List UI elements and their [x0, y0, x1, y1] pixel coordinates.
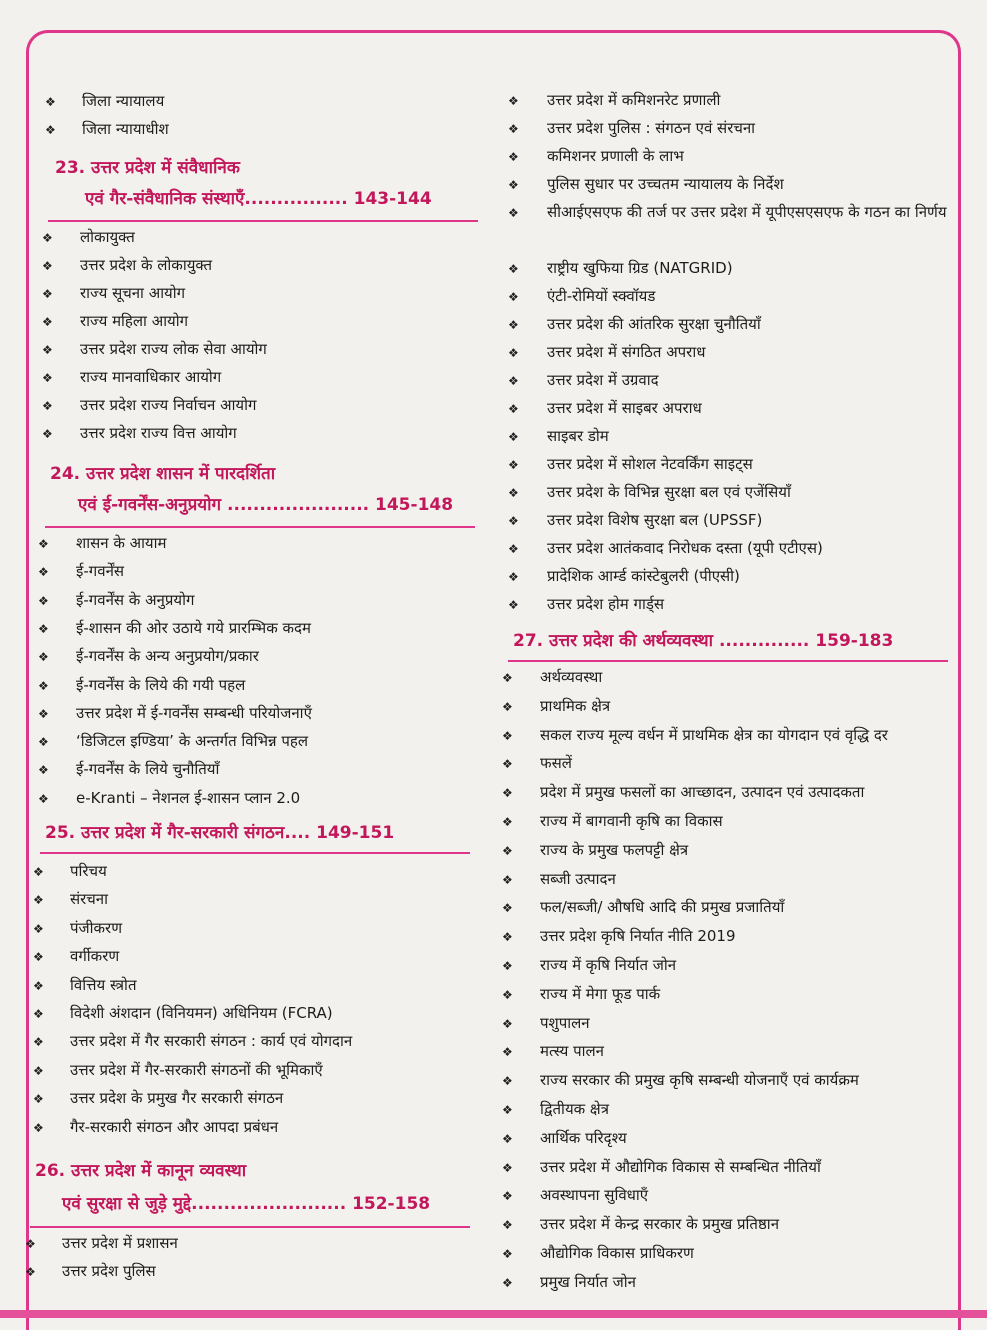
bullet-icon: ❖ — [33, 1092, 44, 1107]
toc-item: पुलिस सुधार पर उच्चतम न्यायालय के निर्देश — [547, 175, 784, 193]
toc-item: मत्स्य पालन — [540, 1042, 604, 1061]
toc-item: जिला न्यायालय — [82, 92, 165, 110]
toc-item: औद्योगिक विकास प्राधिकरण — [540, 1244, 694, 1262]
toc-item: ई-गवर्नेंस के अनुप्रयोग — [76, 590, 195, 609]
bullet-icon: ❖ — [508, 122, 519, 136]
toc-item: परिचय — [70, 862, 107, 880]
bullet-icon: ❖ — [38, 763, 49, 778]
bullet-icon: ❖ — [502, 728, 513, 743]
bullet-icon: ❖ — [508, 514, 519, 528]
toc-item: फसलें — [540, 754, 572, 773]
toc-item: राज्य में कृषि निर्यात जोन — [540, 956, 677, 974]
toc-item: उत्तर प्रदेश में कमिशनरेट प्रणाली — [547, 91, 721, 109]
bullet-icon: ❖ — [38, 593, 49, 608]
toc-item: अर्थव्यवस्था — [540, 668, 603, 686]
bullet-icon: ❖ — [42, 315, 53, 329]
bullet-icon: ❖ — [38, 678, 49, 693]
toc-item: साइबर डोम — [547, 427, 609, 445]
bullet-icon: ❖ — [33, 1035, 44, 1050]
bullet-icon: ❖ — [502, 930, 513, 945]
bullet-icon: ❖ — [508, 178, 519, 192]
toc-item: राज्य सूचना आयोग — [80, 284, 186, 302]
section-rule — [508, 660, 948, 662]
bullet-icon: ❖ — [502, 1131, 513, 1146]
toc-item: प्रादेशिक आर्म्ड कांस्टेबुलरी (पीएसी) — [547, 567, 740, 585]
toc-item: उत्तर प्रदेश में साइबर अपराध — [547, 399, 702, 417]
toc-item: प्रदेश में प्रमुख फसलों का आच्छादन, उत्पादन एवं उत्पादकता — [540, 783, 865, 802]
bullet-icon: ❖ — [33, 1120, 44, 1135]
toc-item: कमिशनर प्रणाली के लाभ — [547, 147, 684, 165]
bullet-icon: ❖ — [42, 399, 53, 413]
bullet-icon: ❖ — [33, 950, 44, 965]
toc-item: प्रमुख निर्यात जोन — [540, 1272, 636, 1291]
toc-item: उत्तर प्रदेश राज्य लोक सेवा आयोग — [80, 340, 267, 358]
toc-item: उत्तर प्रदेश की आंतरिक सुरक्षा चुनौतियाँ — [547, 315, 761, 333]
bullet-icon: ❖ — [502, 757, 513, 772]
bullet-icon: ❖ — [508, 486, 519, 500]
bullet-icon: ❖ — [508, 206, 519, 220]
toc-item: लोकायुक्त — [80, 228, 135, 246]
toc-item: राज्य में मेगा फूड पार्क — [540, 984, 661, 1003]
toc-item: उत्तर प्रदेश विशेष सुरक्षा बल (UPSSF) — [547, 511, 763, 529]
toc-item: उत्तर प्रदेश के विभिन्न सुरक्षा बल एवं एजेंसियाँ — [547, 483, 791, 501]
toc-item: उत्तर प्रदेश में केन्द्र सरकार के प्रमुख प्रतिष्ठान — [540, 1215, 780, 1234]
toc-item: उत्तर प्रदेश में सोशल नेटवर्किंग साइट्स — [547, 455, 753, 473]
toc-item: विदेशी अंशदान (विनियमन) अधिनियम (FCRA) — [70, 1004, 333, 1022]
bottom-rule — [0, 1310, 987, 1318]
bullet-icon: ❖ — [33, 978, 44, 993]
bullet-icon: ❖ — [502, 815, 513, 829]
toc-item: उत्तर प्रदेश कृषि निर्यात नीति 2019 — [540, 927, 736, 946]
bullet-icon: ❖ — [508, 542, 519, 556]
toc-item: जिला न्यायाधीश — [82, 120, 169, 138]
toc-item: उत्तर प्रदेश में गैर-सरकारी संगठनों की भूमिकाएँ — [70, 1060, 323, 1079]
toc-item: द्वितीयक क्षेत्र — [540, 1100, 609, 1118]
toc-item: फल/सब्जी/ औषधि आदि की प्रमुख प्रजातियाँ — [540, 898, 785, 917]
section-26-subtitle: एवं सुरक्षा से जुड़े मुद्दे........................ 152-158 — [62, 1194, 431, 1214]
toc-item: सब्जी उत्पादन — [540, 869, 616, 888]
toc-item: पंजीकरण — [70, 918, 123, 937]
toc-item: संरचना — [70, 890, 109, 909]
bullet-icon: ❖ — [42, 371, 53, 385]
bullet-icon: ❖ — [508, 430, 519, 444]
toc-item: प्राथमिक क्षेत्र — [540, 696, 611, 715]
toc-item: ‘डिजिटल इण्डिया’ के अन्तर्गत विभिन्न पहल — [76, 732, 309, 751]
toc-item: उत्तर प्रदेश में ई-गवर्नेंस सम्बन्धी परियोजनाएँ — [76, 703, 312, 722]
section-rule — [30, 1226, 470, 1228]
toc-item: सीआईएसएफ की तर्ज पर उत्तर प्रदेश में यूपीएसएसएफ के गठन का निर्णय — [547, 203, 947, 221]
section-24-subtitle: एवं ई-गवर्नेंस-अनुप्रयोग ...................... 145-148 — [78, 495, 454, 515]
bullet-icon: ❖ — [502, 1218, 513, 1233]
toc-item: e-Kranti – नेशनल ई-शासन प्लान 2.0 — [76, 788, 301, 807]
toc-item: पशुपालन — [540, 1013, 590, 1032]
toc-item: एंटी-रोमियों स्क्वॉयड — [547, 287, 656, 305]
section-rule — [45, 526, 475, 528]
bullet-icon: ❖ — [33, 1063, 44, 1078]
toc-item: राज्य महिला आयोग — [80, 312, 189, 330]
bullet-icon: ❖ — [502, 1275, 513, 1290]
section-24-title: 24. उत्तर प्रदेश शासन में पारदर्शिता — [50, 464, 276, 484]
toc-item: उत्तर प्रदेश में उग्रवाद — [547, 371, 659, 389]
bullet-icon: ❖ — [45, 95, 56, 109]
toc-item: ई-गवर्नेंस के अन्य अनुप्रयोग/प्रकार — [76, 647, 259, 666]
section-23-title: 23. उत्तर प्रदेश में संवैधानिक — [55, 158, 240, 178]
bullet-icon: ❖ — [38, 650, 49, 665]
bullet-icon: ❖ — [508, 94, 519, 108]
section-25-title: 25. उत्तर प्रदेश में गैर-सरकारी संगठन.... 149-151 — [45, 823, 395, 843]
bullet-icon: ❖ — [502, 1016, 513, 1031]
toc-item: उत्तर प्रदेश के प्रमुख गैर सरकारी संगठन — [70, 1089, 284, 1108]
bullet-icon: ❖ — [502, 1160, 513, 1175]
toc-item: उत्तर प्रदेश में गैर सरकारी संगठन : कार्य एवं योगदान — [70, 1032, 353, 1051]
toc-item: उत्तर प्रदेश में औद्योगिक विकास से सम्बन्धित नीतियाँ — [540, 1157, 821, 1176]
toc-item: उत्तर प्रदेश राज्य निर्वाचन आयोग — [80, 396, 257, 414]
toc-item: उत्तर प्रदेश पुलिस — [62, 1262, 156, 1280]
bullet-icon: ❖ — [42, 259, 53, 273]
bullet-icon: ❖ — [42, 231, 53, 245]
bullet-icon: ❖ — [502, 786, 513, 801]
section-rule — [48, 220, 478, 222]
bullet-icon: ❖ — [502, 699, 513, 714]
toc-item: उत्तर प्रदेश पुलिस : संगठन एवं संरचना — [547, 119, 756, 137]
bullet-icon: ❖ — [502, 872, 513, 887]
bullet-icon: ❖ — [25, 1237, 36, 1251]
toc-item: राज्य में बागवानी कृषि का विकास — [540, 812, 723, 830]
bullet-icon: ❖ — [33, 921, 44, 936]
toc-item: ई-शासन की ओर उठाये गये प्रारम्भिक कदम — [76, 618, 311, 637]
toc-item: उत्तर प्रदेश में प्रशासन — [62, 1234, 178, 1252]
toc-item: वित्तिय स्त्रोत — [70, 975, 137, 994]
bullet-icon: ❖ — [502, 671, 513, 685]
bullet-icon: ❖ — [508, 150, 519, 164]
section-27-title: 27. उत्तर प्रदेश की अर्थव्यवस्था .............. 159-183 — [513, 631, 894, 651]
bullet-icon: ❖ — [38, 706, 49, 721]
toc-item: सकल राज्य मूल्य वर्धन में प्राथमिक क्षेत्र का योगदान एवं वृद्धि दर — [540, 725, 888, 744]
toc-item: उत्तर प्रदेश आतंकवाद निरोधक दस्ता (यूपी एटीएस) — [547, 539, 823, 557]
section-23-subtitle: एवं गैर-संवैधानिक संस्थाएँ................ 143-144 — [85, 189, 432, 209]
toc-item: आर्थिक परिदृश्य — [540, 1128, 627, 1147]
bullet-icon: ❖ — [508, 374, 519, 388]
bullet-icon: ❖ — [45, 123, 56, 137]
bullet-icon: ❖ — [502, 959, 513, 973]
bullet-icon: ❖ — [42, 427, 53, 441]
section-26-title: 26. उत्तर प्रदेश में कानून व्यवस्था — [35, 1161, 247, 1181]
bullet-icon: ❖ — [502, 1189, 513, 1204]
bullet-icon: ❖ — [508, 598, 519, 612]
bullet-icon: ❖ — [33, 1007, 44, 1021]
bullet-icon: ❖ — [38, 565, 49, 580]
bullet-icon: ❖ — [38, 735, 49, 750]
bullet-icon: ❖ — [508, 570, 519, 584]
toc-item: उत्तर प्रदेश राज्य वित्त आयोग — [80, 424, 237, 442]
bullet-icon: ❖ — [508, 458, 519, 472]
bullet-icon: ❖ — [42, 287, 53, 301]
bullet-icon: ❖ — [38, 791, 49, 806]
toc-item: उत्तर प्रदेश में संगठित अपराध — [547, 343, 706, 361]
bullet-icon: ❖ — [38, 537, 49, 551]
bullet-icon: ❖ — [508, 318, 519, 332]
bullet-icon: ❖ — [33, 893, 44, 908]
toc-item: अवस्थापना सुविधाएँ — [540, 1186, 649, 1205]
bullet-icon: ❖ — [502, 1247, 513, 1261]
bullet-icon: ❖ — [502, 1045, 513, 1060]
toc-item: राज्य मानवाधिकार आयोग — [80, 368, 222, 386]
toc-item: राज्य के प्रमुख फलपट्टी क्षेत्र — [540, 840, 689, 859]
toc-item: उत्तर प्रदेश के लोकायुक्त — [80, 256, 212, 274]
toc-item: गैर-सरकारी संगठन और आपदा प्रबंधन — [70, 1117, 279, 1136]
toc-item: ई-गवर्नेंस — [76, 562, 125, 581]
bullet-icon: ❖ — [502, 1103, 513, 1117]
toc-item: वर्गीकरण — [70, 947, 120, 966]
bullet-icon: ❖ — [508, 290, 519, 304]
bullet-icon: ❖ — [502, 843, 513, 858]
bullet-icon: ❖ — [42, 343, 53, 357]
toc-item: शासन के आयाम — [76, 534, 167, 552]
bullet-icon: ❖ — [38, 621, 49, 636]
bullet-icon: ❖ — [25, 1265, 36, 1279]
bullet-icon: ❖ — [508, 402, 519, 416]
bullet-icon: ❖ — [502, 987, 513, 1002]
toc-item: ई-गवर्नेंस के लिये चुनौतियाँ — [76, 760, 220, 779]
toc-item: ई-गवर्नेंस के लिये की गयी पहल — [76, 675, 246, 694]
section-rule — [40, 852, 470, 854]
toc-item: राष्ट्रीय खुफिया ग्रिड (NATGRID) — [547, 259, 733, 277]
bullet-icon: ❖ — [508, 262, 519, 276]
bullet-icon: ❖ — [33, 865, 44, 879]
bullet-icon: ❖ — [502, 901, 513, 916]
bullet-icon: ❖ — [508, 346, 519, 360]
toc-item: राज्य सरकार की प्रमुख कृषि सम्बन्धी योजनाएँ एवं कार्यक्रम — [540, 1071, 859, 1090]
bullet-icon: ❖ — [502, 1074, 513, 1089]
toc-item: उत्तर प्रदेश होम गार्ड्स — [547, 595, 665, 613]
